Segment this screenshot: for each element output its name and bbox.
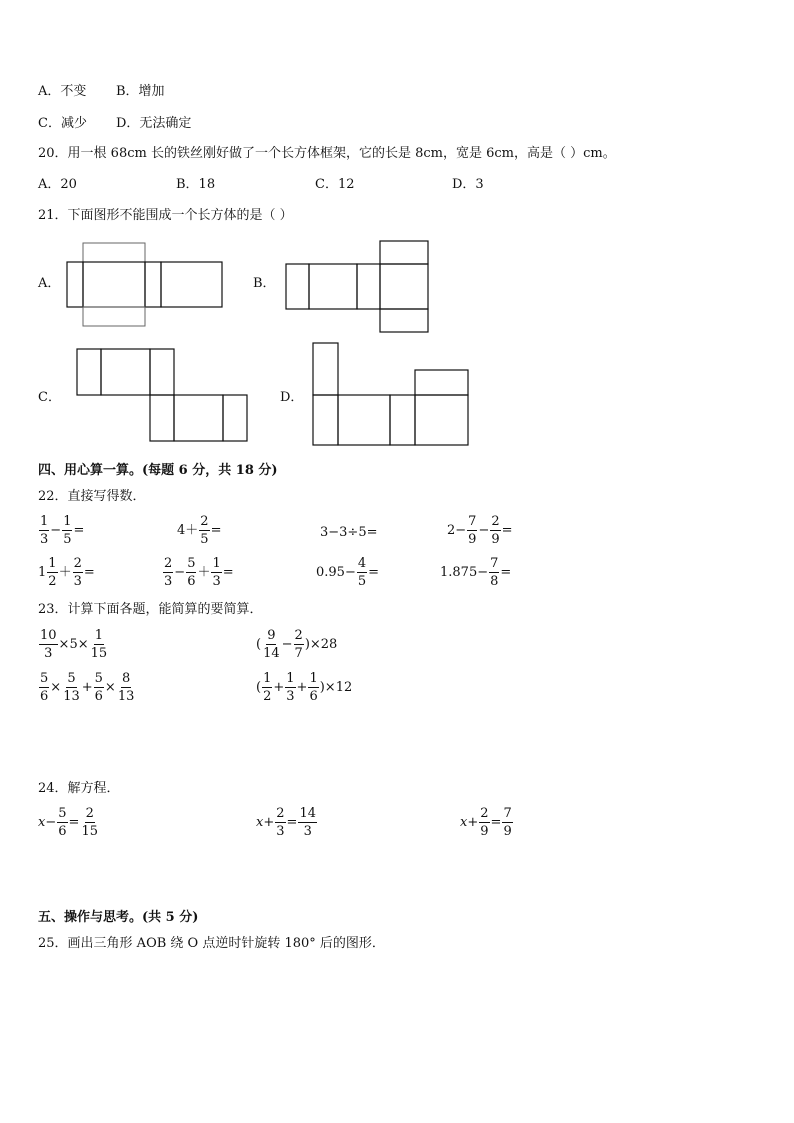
net-d-extra-face <box>415 370 468 395</box>
q23-stem: 23．计算下面各题，能简算的要简算． <box>38 602 263 617</box>
q24-equation-3: x + $\frac{2}{9}$ = $\frac{7}{9}$ <box>460 806 512 839</box>
q19-option-c: C．减少 <box>38 116 87 131</box>
q21-stem: 21．下面图形不能围成一个长方体的是（ ） <box>38 208 293 223</box>
net-d-face-3 <box>390 395 415 445</box>
q22-expr-8: 1.875− $\frac{7}{8}$ = <box>440 556 512 589</box>
section5-heading: 五、操作与思考。(共 5 分) <box>38 910 199 925</box>
q24-equation-2: x + $\frac{2}{3}$ = $\frac{14}{3}$ <box>256 806 316 839</box>
net-d-face-1 <box>313 395 338 445</box>
q23-expr-1: $\frac{10}{3}$ ×5× $\frac{1}{15}$ <box>40 628 108 661</box>
q22-expr-4: 2− $\frac{7}{9}$ − $\frac{2}{9}$ = <box>447 514 513 547</box>
q23-expr-2: ( $\frac{9}{14}$ − $\frac{2}{7}$ )×28 <box>256 628 338 661</box>
q20-option-d: D．3 <box>452 177 484 192</box>
q20-option-c: C．12 <box>315 177 355 192</box>
net-d-face-2 <box>338 395 390 445</box>
q25-stem: 25．画出三角形 AOB 绕 O 点逆时针旋转 180° 后的图形． <box>38 936 385 951</box>
q20-option-a: A．20 <box>38 177 77 192</box>
net-d-face-4 <box>415 395 468 445</box>
q19-option-a: A．不变 <box>38 84 87 99</box>
q22-expr-7: 0.95− $\frac{4}{5}$ = <box>316 556 380 589</box>
q22-expr-2: 4＋ $\frac{2}{5}$ = <box>177 514 222 547</box>
q21-label-a: A． <box>38 276 61 291</box>
q23-expr-4: ( $\frac{1}{2}$ + $\frac{1}{3}$ + $\frac{1}{6}$ )×12 <box>256 671 353 704</box>
q19-option-d: D．无法确定 <box>116 116 192 131</box>
q22-stem: 22．直接写得数． <box>38 489 146 504</box>
section4-heading: 四、用心算一算。(每题 6 分，共 18 分) <box>38 463 278 478</box>
q24-equation-1: x − $\frac{5}{6}$ = $\frac{2}{15}$ <box>38 806 98 839</box>
q21-label-d: D． <box>280 390 304 405</box>
q21-net-d <box>0 0 794 460</box>
net-d-top-face <box>313 343 338 395</box>
q19-option-b: B．增加 <box>116 84 165 99</box>
q23-expr-3: $\frac{5}{6}$ × $\frac{5}{13}$ + $\frac{5}{6}$ × $\frac{8}{13}$ <box>40 671 135 704</box>
q21-label-c: C． <box>38 390 61 405</box>
q21-label-b: B． <box>253 276 276 291</box>
q20-stem: 20．用一根 68cm 长的铁丝刚好做了一个长方体框架，它的长是 8cm，宽是 6cm，高是（ ）cm。 <box>38 146 616 161</box>
q22-expr-1: $\frac{1}{3}$ − $\frac{1}{5}$ = <box>40 514 85 547</box>
q24-stem: 24．解方程． <box>38 781 120 796</box>
q20-option-b: B．18 <box>176 177 216 192</box>
q22-expr-5: 1 $\frac{1}{2}$ ＋ $\frac{2}{3}$ = <box>38 556 95 589</box>
q22-expr-6: $\frac{2}{3}$ − $\frac{5}{6}$ ＋ $\frac{1}{3}$ = <box>164 556 234 589</box>
q22-expr-3: 3−3÷5= <box>320 525 378 540</box>
